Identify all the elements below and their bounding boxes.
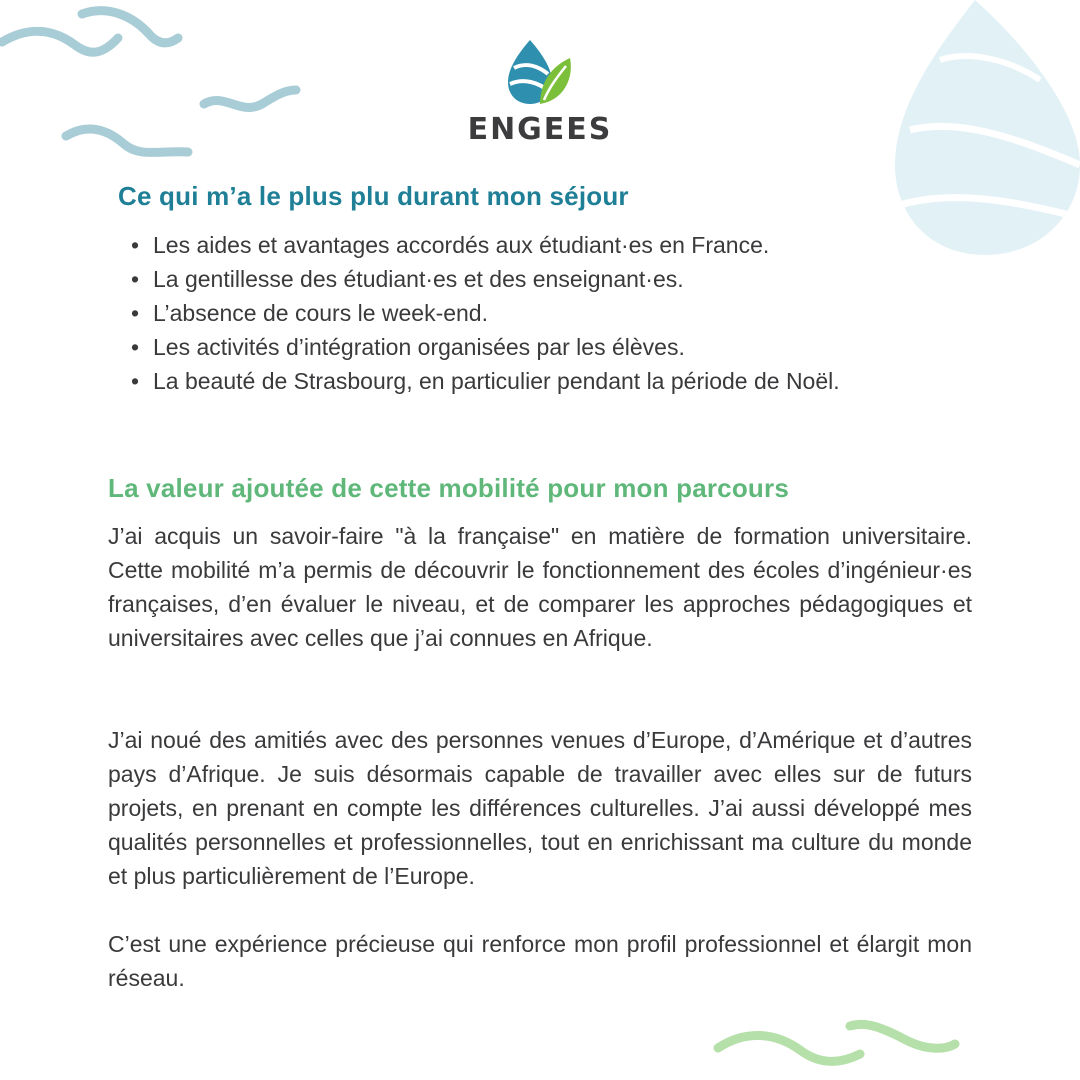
list-item: • La gentillesse des étudiant·es et des enseignant·es.	[153, 262, 1019, 296]
paragraph-savoir-faire: J’ai acquis un savoir-faire "à la française" en matière de formation universitaire. Cette mobilité m’a permis de découvrir le fonctionnement des écoles d’ingénieur·es françaises, d’en évaluer le niveau, et de comparer les approches pédagogiques et universitaires avec celles que j’ai connues en Afrique.	[108, 523, 972, 651]
paragraph-friendships: J’ai noué des amitiés avec des personnes venues d’Europe, d’Amérique et d’autres pays d’Afrique. Je suis désormais capable de travailler avec elles sur de futurs projets, en prenant en compte les différences culturelles. J’ai aussi développé mes qualités personnelles et professionnelles, tout en enrichissant ma culture du monde et plus particulièrement de l’Europe.	[108, 727, 972, 889]
list-item: • Les aides et avantages accordés aux étudiant·es en France.	[153, 228, 1019, 262]
list-item: • La beauté de Strasbourg, en particulier pendant la période de Noël.	[153, 364, 1019, 398]
brand-name: ENGEES	[467, 112, 613, 147]
water-drop-decoration	[880, 0, 1080, 260]
engees-drop-leaf-icon	[504, 38, 576, 108]
section-title-value: La valeur ajoutée de cette mobilité pour mon parcours	[108, 473, 789, 503]
wave-decoration-bottom-right	[700, 1010, 980, 1080]
list-item: • L’absence de cours le week-end.	[153, 296, 1019, 330]
paragraph-conclusion: C’est une expérience précieuse qui renforce mon profil professionnel et élargit mon réseau.	[108, 931, 972, 991]
engees-logo	[440, 38, 640, 148]
section-title-likes: Ce qui m’a le plus plu durant mon séjour	[118, 181, 629, 211]
likes-list	[108, 228, 1019, 398]
wave-decoration-top-left	[0, 0, 310, 170]
list-item: • Les activités d’intégration organisées par les élèves.	[153, 330, 1019, 364]
